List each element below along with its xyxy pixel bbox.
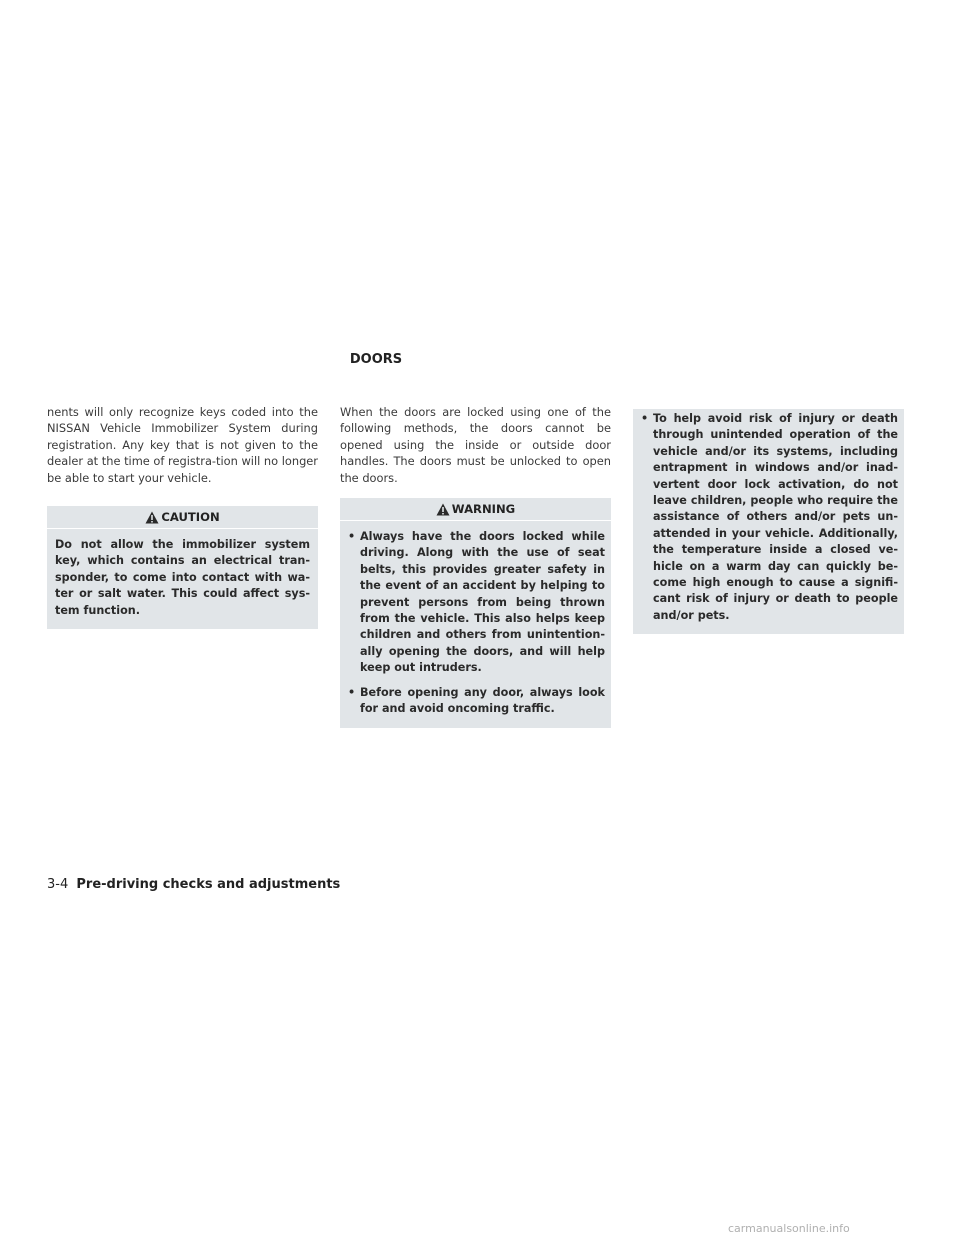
warning-triangle-icon bbox=[145, 511, 159, 524]
caution-box bbox=[47, 506, 318, 629]
footer-section-title: Pre-driving checks and adjustments bbox=[76, 877, 341, 892]
warning-list bbox=[340, 521, 611, 717]
column-middle bbox=[340, 404, 611, 728]
page-footer bbox=[47, 877, 340, 892]
intro-paragraph: nents will only recognize keys coded into the NISSAN Vehicle Immobilizer System during registration. Any key that is not given to the dealer at the time of registra-tion will no longer be able to start your vehicle. bbox=[47, 405, 318, 485]
section-title: DOORS bbox=[349, 352, 403, 367]
caution-label: CAUTION bbox=[161, 510, 220, 525]
caution-text: Do not allow the immobilizer system key, which contains an electrical tran-sponder, to come into contact with wa-ter or salt water. This could affect sys-tem function. bbox=[55, 538, 310, 617]
column-left bbox=[47, 404, 318, 629]
warning-list-continued bbox=[633, 409, 904, 624]
warning-header bbox=[340, 498, 611, 521]
warning-box-continued bbox=[633, 409, 904, 634]
warning-label: WARNING bbox=[451, 502, 516, 517]
list-item: • Always have the doors locked while driving. Along with the use of seat belts, this provides greater safety in the event of an accident by helping to prevent persons from being thrown from the vehicle. This also helps keep children and others from unintention-ally opening the doors, and will help keep out intruders. bbox=[348, 529, 605, 677]
list-item: • Before opening any door, always look for and avoid oncoming traffic. bbox=[348, 685, 605, 718]
column-right bbox=[633, 409, 904, 634]
warning-triangle-icon bbox=[436, 503, 450, 516]
doors-paragraph: When the doors are locked using one of the following methods, the doors cannot be opened using the inside or outside door handles. The doors must be unlocked to open the doors. bbox=[340, 405, 611, 485]
list-item: • To help avoid risk of injury or death through unintended operation of the vehicle and/or its systems, including entrapment in windows and/or inad-vertent door lock activation, do not leave children, people who require the assistance of others and/or pets un-attended in your vehicle. Additionally, the temperature inside a closed ve-hicle on a warm day can quickly be-come high enough to cause a signifi-cant risk of injury or death to people and/or pets. bbox=[641, 411, 898, 624]
warning-box bbox=[340, 498, 611, 727]
caution-header bbox=[47, 506, 318, 529]
watermark: carmanualsonline.info bbox=[728, 1222, 850, 1235]
page-number: 3-4 bbox=[47, 877, 69, 892]
